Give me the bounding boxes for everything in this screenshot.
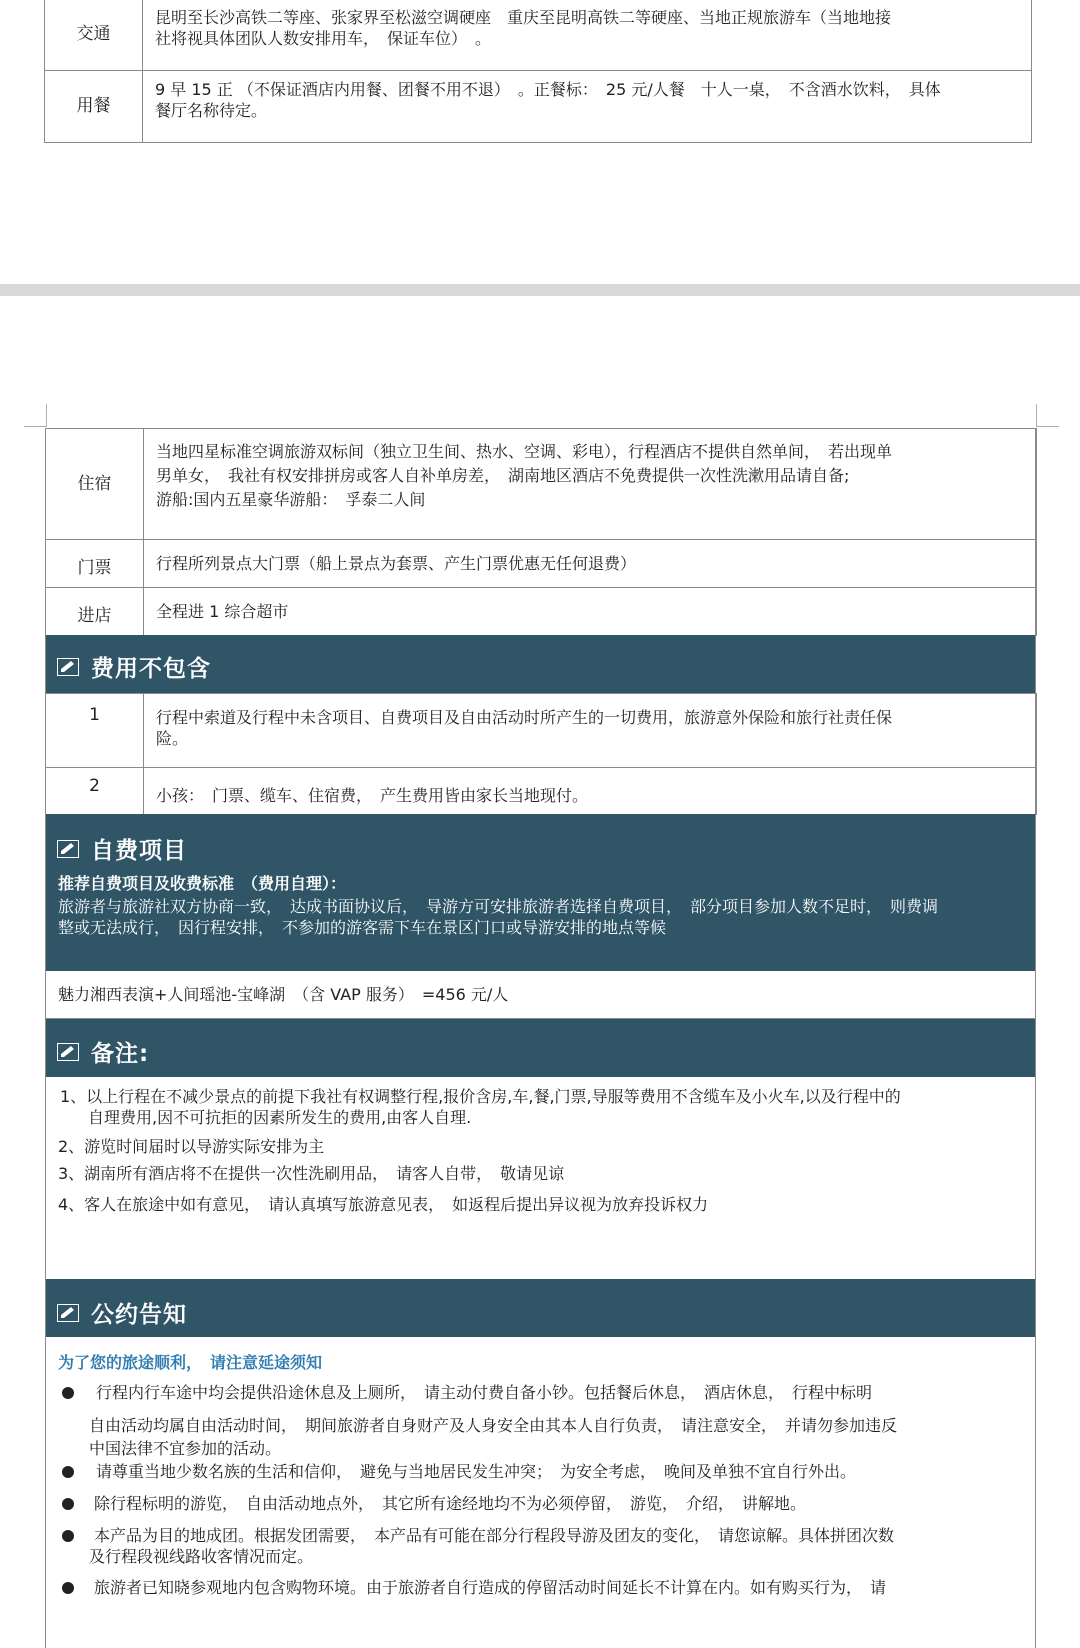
- content-line: 餐厅名称待定。: [155, 101, 268, 120]
- notice-item: 旅游者已知晓参观地内包含购物环境。由于旅游者自行造成的停留活动时间延长不计算在内。如有购买行为， 请: [94, 1578, 887, 1597]
- content-line: 全程进 1 综合超市: [156, 602, 289, 621]
- notice-item: 自由活动均属自由活动时间， 期间旅游者自身财产及人身安全由其本人自行负责， 请注意安全， 并请勿参加违反: [89, 1416, 898, 1435]
- bullet-dot: [62, 1498, 74, 1510]
- remark-item: 3、湖南所有酒店将不在提供一次性洗刷用品， 请客人自带， 敬请见谅: [58, 1164, 565, 1183]
- optional-section-header: [45, 814, 1036, 971]
- bullet-dot: [62, 1466, 74, 1478]
- excluded-table: [45, 693, 1037, 815]
- pencil-edit-icon: [57, 1304, 79, 1322]
- row-label-shopping: 进店: [46, 588, 144, 636]
- notice-section-header: [45, 1279, 1036, 1337]
- item-number: 1: [46, 694, 144, 768]
- row-label-meal: 用餐: [45, 71, 143, 143]
- page-corner-mark-left: [24, 404, 47, 427]
- row-content-transport: [143, 0, 1032, 71]
- bullet-dot: [62, 1530, 74, 1542]
- item-number: 2: [46, 768, 144, 815]
- content-line: 险。: [156, 729, 189, 748]
- notice-item: 除行程标明的游览， 自由活动地点外， 其它所有途经地均不为必须停留， 游览， 介绍， 讲解地。: [94, 1494, 807, 1513]
- remark-item: 4、客人在旅途中如有意见， 请认真填写旅游意见表， 如返程后提出异议视为放弃投诉权力: [58, 1195, 709, 1214]
- notice-item: 及行程段视线路收客情况而定。: [89, 1547, 314, 1566]
- notice-item: 行程内行车途中均会提供沿途休息及上厕所， 请主动付费自备小钞。包括餐后休息， 酒店休息， 行程中标明: [96, 1383, 873, 1402]
- remark-item: 2、游览时间届时以导游实际安排为主: [58, 1137, 325, 1156]
- notice-item: 请尊重当地少数名族的生活和信仰， 避免与当地居民发生冲突； 为安全考虑， 晚间及单独不宜自行外出。: [96, 1462, 857, 1481]
- page-separator: [0, 284, 1080, 296]
- section-title: 公约告知: [91, 1302, 187, 1328]
- description-line: 旅游者与旅游社双方协商一致， 达成书面协议后， 导游方可安排旅游者选择自费项目， 部分项目参加人数不足时， 则费调: [58, 897, 939, 916]
- description-line: 整或无法成行， 因行程安排， 不参加的游客需下车在景区门口或导游安排的地点等候: [58, 918, 667, 937]
- row-label-transport: 交通: [45, 0, 143, 71]
- optional-item: 魅力湘西表演+人间瑶池-宝峰湖 （含 VAP 服务） =456 元/人: [58, 985, 509, 1004]
- row-label-lodging: 住宿: [46, 429, 144, 540]
- optional-description: [58, 896, 1028, 938]
- content-line: 9 早 15 正 （不保证酒店内用餐、团餐不用不退） 。正餐标： 25 元/人餐 十人一桌， 不含酒水饮料， 具体: [155, 80, 941, 99]
- page-corner-mark-right: [1036, 404, 1059, 427]
- page-frame-left: [45, 428, 46, 1648]
- table-row: [45, 71, 1032, 143]
- row-label-tickets: 门票: [46, 540, 144, 588]
- remark-item: 1、以上行程在不减少景点的前提下我社有权调整行程,报价含房,车,餐,门票,导服等费用不含缆车及小火车,以及行程中的: [60, 1087, 901, 1106]
- table-row: [46, 694, 1037, 768]
- item-content: [144, 694, 1037, 768]
- table-row: [45, 0, 1032, 71]
- content-line: 游船:国内五星豪华游船： 孚泰二人间: [156, 490, 426, 509]
- pencil-edit-icon: [57, 1043, 79, 1061]
- row-content-lodging: [144, 429, 1037, 540]
- pencil-edit-icon: [57, 658, 79, 676]
- section-title: 费用不包含: [91, 656, 211, 682]
- remarks-section-header: [45, 1019, 1036, 1077]
- pencil-edit-icon: [57, 840, 79, 858]
- item-content: [144, 768, 1037, 815]
- table-row: [46, 540, 1037, 588]
- accommodation-table: [45, 428, 1037, 636]
- content-line: 行程中索道及行程中未含项目、自费项目及自由活动时所产生的一切费用，旅游意外保险和旅行社责任保: [156, 708, 893, 727]
- section-title: 备注:: [91, 1041, 150, 1067]
- content-line: 行程所列景点大门票（船上景点为套票、产生门票优惠无任何退费）: [156, 554, 637, 573]
- bullet-dot: [62, 1582, 74, 1594]
- content-line: 昆明至长沙高铁二等座、张家界至松滋空调硬座 重庆至昆明高铁二等硬座、当地正规旅游车（当地地接: [155, 8, 892, 27]
- notice-item: 本产品为目的地成团。根据发团需要， 本产品有可能在部分行程段导游及团友的变化， 请您谅解。具体拼团次数: [94, 1526, 895, 1545]
- optional-subtitle: 推荐自费项目及收费标准 （费用自理）：: [58, 874, 347, 893]
- notice-heading: 为了您的旅途顺利， 请注意延途须知: [58, 1353, 323, 1372]
- bullet-dot: [62, 1387, 74, 1399]
- transport-meal-table: [44, 0, 1032, 143]
- content-line: 当地四星标准空调旅游双标间（独立卫生间、热水、空调、彩电），行程酒店不提供自然单间， 若出现单: [156, 442, 893, 461]
- table-row: [46, 768, 1037, 815]
- row-content-meal: [143, 71, 1032, 143]
- notice-item: 中国法律不宜参加的活动。: [89, 1439, 282, 1458]
- page-frame-right: [1035, 428, 1036, 1648]
- content-line: 社将视具体团队人数安排用车， 保证车位） 。: [155, 29, 492, 48]
- excluded-section-header: [45, 635, 1036, 693]
- section-title: 自费项目: [91, 838, 187, 864]
- content-line: 男单女， 我社有权安排拼房或客人自补单房差， 湖南地区酒店不免费提供一次性洗漱用品请自备;: [156, 466, 850, 485]
- row-content-shopping: [144, 588, 1037, 636]
- row-content-tickets: [144, 540, 1037, 588]
- content-line: 小孩： 门票、缆车、住宿费， 产生费用皆由家长当地现付。: [156, 786, 589, 805]
- table-row: [46, 588, 1037, 636]
- table-row: [46, 429, 1037, 540]
- remark-item: 自理费用,因不可抗拒的因素所发生的费用,由客人自理.: [88, 1108, 472, 1127]
